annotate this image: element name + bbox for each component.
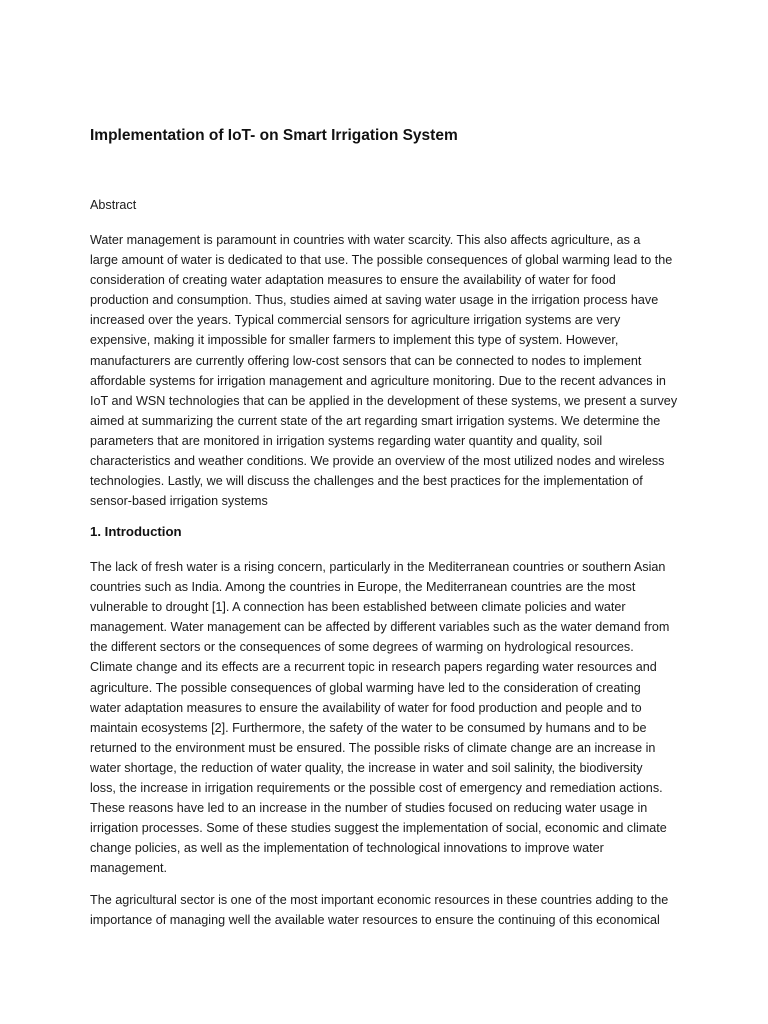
text-line: agriculture. The possible consequences of global warming have led to the consideration of creating (90, 680, 641, 695)
text-line: irrigation processes. Some of these studies suggest the implementation of social, economic and climate (90, 821, 667, 836)
introduction-paragraph-1 (90, 557, 669, 879)
text-line: increased over the years. Typical commercial sensors for agriculture irrigation systems are very (90, 313, 621, 328)
text-line: management. (90, 861, 168, 876)
text-line: loss, the increase in irrigation requirements or the possible cost of emergency and remediation actions. (90, 781, 663, 796)
text-line: water adaptation measures to ensure the availability of water for food production and people and to (90, 700, 642, 715)
text-line: maintain ecosystems [2]. Furthermore, the safety of the water to be consumed by humans and to be (90, 720, 647, 735)
text-line: production and consumption. Thus, studies aimed at saving water usage in the irrigation process have (90, 293, 659, 308)
section-heading-introduction: 1. Introduction (90, 524, 182, 539)
text-line: The lack of fresh water is a rising concern, particularly in the Mediterranean countries or southern Asian (90, 560, 666, 574)
text-line: affordable systems for irrigation management and agriculture monitoring. Due to the recent advances in (90, 373, 666, 388)
text-line: water shortage, the reduction of water quality, the increase in water and soil salinity, the biodiversity (90, 760, 643, 775)
text-line: characteristics and weather conditions. We provide an overview of the most utilized nodes and wireless (90, 454, 665, 469)
text-line: technologies. Lastly, we will discuss the challenges and the best practices for the implementation of (90, 474, 643, 489)
introduction-paragraph-2 (90, 890, 668, 930)
text-line: Water management is paramount in countries with water scarcity. This also affects agriculture, as a (90, 233, 641, 247)
text-line: returned to the environment must be ensured. The possible risks of climate change are an increase in (90, 740, 656, 755)
abstract-heading: Abstract (90, 198, 137, 212)
text-line: importance of managing well the available water resources to ensure the continuing of this economical (90, 913, 660, 928)
text-line: countries such as India. Among the countries in Europe, the Mediterranean countries are the most (90, 580, 636, 595)
text-line: large amount of water is dedicated to that use. The possible consequences of global warming lead to the (90, 253, 673, 268)
text-line: The agricultural sector is one of the most important economic resources in these countries adding to the (90, 893, 669, 907)
text-line: These reasons have led to an increase in the number of studies focused on reducing water usage in (90, 801, 648, 816)
text-line: sensor-based irrigation systems (90, 494, 268, 509)
document-title: Implementation of IoT- on Smart Irrigation System (90, 127, 458, 144)
text-line: aimed at summarizing the current state of the art regarding smart irrigation systems. We determine the (90, 413, 661, 428)
text-line: IoT and WSN technologies that can be applied in the development of these systems, we present a survey (90, 393, 678, 408)
text-line: expensive, making it impossible for smaller farmers to implement this type of system. However, (90, 333, 619, 348)
abstract-paragraph (90, 230, 677, 511)
text-line: vulnerable to drought [1]. A connection has been established between climate policies and water (90, 600, 626, 615)
text-line: consideration of creating water adaptation measures to ensure the availability of water for food (90, 273, 616, 288)
text-line: management. Water management can be affected by different variables such as the water demand from (90, 620, 670, 635)
text-line: manufacturers are currently offering low-cost sensors that can be connected to nodes to implement (90, 353, 642, 368)
text-line: Climate change and its effects are a recurrent topic in research papers regarding water resources and (90, 660, 657, 675)
text-line: change policies, as well as the implementation of technological innovations to improve water (90, 841, 604, 856)
text-line: parameters that are monitored in irrigation systems regarding water quantity and quality, soil (90, 433, 603, 448)
text-line: the different sectors or the consequences of some degrees of warming on hydrological resources. (90, 640, 634, 655)
